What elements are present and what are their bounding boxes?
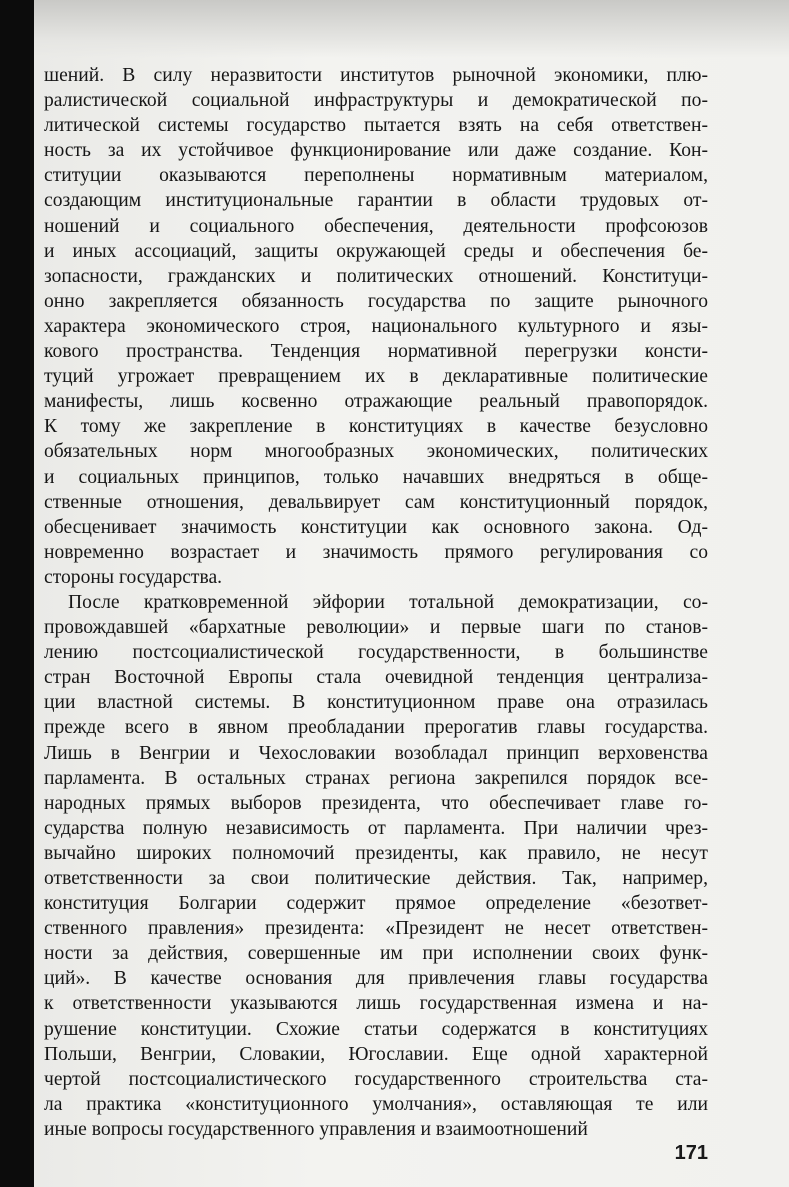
text-line: новременно возрастает и значимость прямого регулирования со (44, 541, 708, 563)
text-line: вычайно широких полномочий президенты, как правило, не несут (44, 842, 708, 864)
text-line: обязательных норм многообразных экономических, политических (44, 441, 708, 463)
text-line: онно закрепляется обязанность государства по защите рыночного (44, 290, 708, 312)
paragraph-2 (44, 590, 708, 1142)
text-line: ственного правления» президента: «Президент не несет ответствен- (44, 918, 708, 940)
text-line: создающим институциональные гарантии в области трудовых от- (44, 190, 708, 212)
text-line: шений. В силу неразвитости институтов рыночной экономики, плю- (44, 65, 708, 86)
text-line: стороны государства. (44, 566, 223, 588)
text-line: кового пространства. Тенденция нормативной перегрузки консти- (44, 341, 708, 363)
text-line: Лишь в Венгрии и Чехословакии возобладал принцип верховенства (44, 742, 708, 764)
text-line: ношений и социального обеспечения, деятельности профсоюзов (44, 215, 708, 237)
text-line: ралистической социальной инфраструктуры и демократической по- (44, 90, 708, 112)
scan-edge-shadow (0, 0, 34, 1187)
text-line: К тому же закрепление в конституциях в качестве безусловно (44, 416, 708, 438)
text-line: туций угрожает превращением их в декларативные политические (44, 366, 708, 388)
text-line: литической системы государство пытается взять на себя ответствен- (44, 115, 708, 137)
text-line: народных прямых выборов президента, что обеспечивает главе го- (44, 792, 708, 814)
text-line: рушение конституции. Схожие статьи содержатся в конституциях (44, 1018, 708, 1040)
text-line: обесценивает значимость конституции как основного закона. Од- (44, 516, 708, 538)
text-line: ственные отношения, девальвирует сам конституционный порядок, (44, 491, 708, 513)
text-line: иные вопросы государственного управления и взаимоотношений (44, 1118, 588, 1140)
text-line: ций». В качестве основания для привлечения главы государства (44, 968, 708, 990)
text-line: ла практика «конституционного умолчания», оставляющая те или (44, 1093, 708, 1115)
text-line: После кратковременной эйфории тотальной демократизации, со- (68, 591, 708, 613)
text-line: конституция Болгарии содержит прямое определение «безответ- (44, 893, 708, 915)
text-line: ности за действия, совершенные им при исполнении своих функ- (44, 943, 708, 965)
text-line: манифесты, лишь косвенно отражающие реальный правопорядок. (44, 391, 708, 413)
text-line: и иных ассоциаций, защиты окружающей среды и обеспечения бе- (44, 240, 708, 262)
text-line: Польши, Венгрии, Словакии, Югославии. Еще одной характерной (44, 1043, 708, 1065)
text-line: к ответственности указываются лишь государственная измена и на- (44, 993, 708, 1015)
text-line: прежде всего в явном преобладании прерогатив главы государства. (44, 717, 708, 739)
text-line: сударства полную независимость от парламента. При наличии чрез- (44, 817, 708, 839)
text-line: стран Восточной Европы стала очевидной тенденция централиза- (44, 667, 708, 689)
text-line: ции властной системы. В конституционном праве она отразилась (44, 692, 708, 714)
text-line: зопасности, гражданских и политических отношений. Конституци- (44, 265, 708, 287)
text-line: провождавшей «бархатные революции» и первые шаги по станов- (44, 617, 708, 639)
text-line: парламента. В остальных странах региона закрепился порядок все- (44, 767, 708, 789)
text-line: ституции оказываются переполнены нормативным материалом, (44, 165, 708, 187)
text-line: характера экономического строя, национального культурного и язы- (44, 315, 708, 337)
text-line: лению постсоциалистической государственности, в большинстве (44, 642, 708, 664)
text-line: и социальных принципов, только начавших внедряться в обще- (44, 466, 708, 488)
text-line: ответственности за свои политические действия. Так, например, (44, 868, 708, 889)
text-line: ность за их устойчивое функционирование или даже создание. Кон- (44, 140, 708, 162)
scan-top-shade (34, 0, 789, 58)
body-text (44, 63, 708, 1142)
text-line: чертой постсоциалистического государственного строительства ста- (44, 1068, 708, 1090)
page-number: 171 (674, 1142, 708, 1164)
paragraph-1 (44, 63, 708, 590)
